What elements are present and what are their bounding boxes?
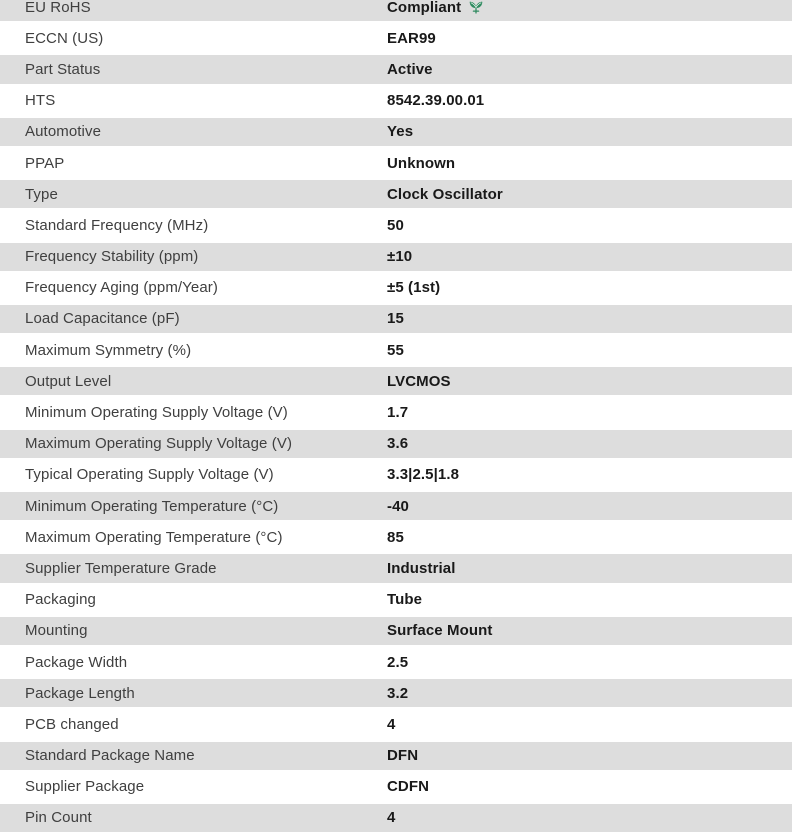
spec-row [0, 0, 792, 21]
spec-row [0, 461, 792, 489]
spec-attribute-value [387, 0, 792, 16]
spec-attribute-label: Standard Frequency (MHz) [25, 216, 209, 234]
spec-value-text: EAR99 [387, 29, 436, 47]
spec-attribute-label: Type [25, 185, 58, 203]
spec-attribute-label: Packaging [25, 591, 96, 609]
spec-attribute-label: EU RoHS [25, 0, 91, 16]
spec-attribute-value [387, 622, 792, 639]
spec-attribute-label: Typical Operating Supply Voltage (V) [25, 466, 274, 484]
spec-value-text: Industrial [387, 559, 456, 577]
spec-attribute-value [387, 778, 792, 795]
spec-value-text: 1.7 [387, 404, 409, 422]
spec-attribute-label: Supplier Temperature Grade [25, 559, 217, 577]
spec-attribute-label: Part Status [25, 60, 101, 78]
spec-value-text: 2.5 [387, 653, 409, 671]
spec-row [0, 617, 792, 645]
spec-row [0, 55, 792, 83]
spec-attribute-value [387, 747, 792, 764]
spec-attribute-label: Supplier Package [25, 778, 145, 796]
spec-row [0, 87, 792, 115]
spec-value-text: ±10 [387, 248, 413, 266]
spec-attribute-label: Maximum Symmetry (%) [25, 341, 192, 359]
spec-row [0, 243, 792, 271]
spec-attribute-label: Standard Package Name [25, 747, 195, 765]
spec-value-text: 85 [387, 528, 404, 546]
spec-attribute-label: ECCN (US) [25, 29, 104, 47]
spec-attribute-value [387, 155, 792, 172]
spec-row [0, 648, 792, 676]
spec-row [0, 118, 792, 146]
spec-attribute-value [387, 248, 792, 265]
spec-value-text: 4 [387, 809, 396, 827]
spec-value-text: 50 [387, 216, 404, 234]
spec-attribute-value [387, 685, 792, 702]
spec-value-text: Active [387, 60, 433, 78]
spec-value-text: -40 [387, 497, 409, 515]
spec-attribute-label: Package Length [25, 684, 135, 702]
spec-value-text: Surface Mount [387, 622, 493, 640]
spec-attribute-value [387, 435, 792, 452]
spec-value-text: 8542.39.00.01 [387, 92, 485, 110]
spec-row [0, 367, 792, 395]
spec-row [0, 211, 792, 239]
spec-value-text: Clock Oscillator [387, 185, 503, 203]
spec-attribute-value [387, 529, 792, 546]
spec-attribute-label: Minimum Operating Supply Voltage (V) [25, 404, 288, 422]
spec-attribute-value [387, 591, 792, 608]
spec-row [0, 24, 792, 52]
spec-attribute-value [387, 404, 792, 421]
spec-row [0, 523, 792, 551]
spec-attribute-label: HTS [25, 92, 56, 110]
spec-row [0, 430, 792, 458]
spec-attribute-label: Maximum Operating Temperature (°C) [25, 528, 283, 546]
spec-value-text: ±5 (1st) [387, 279, 441, 297]
spec-attribute-value [387, 186, 792, 203]
spec-attribute-label: Minimum Operating Temperature (°C) [25, 497, 279, 515]
spec-value-text: 15 [387, 310, 404, 328]
spec-attribute-value [387, 123, 792, 140]
spec-row [0, 804, 792, 832]
spec-attribute-label: Output Level [25, 372, 112, 390]
spec-row [0, 586, 792, 614]
spec-attribute-label: Package Width [25, 653, 128, 671]
spec-attribute-value [387, 279, 792, 296]
spec-row [0, 679, 792, 707]
rohs-leaf-icon[interactable] [468, 0, 484, 15]
spec-attribute-value [387, 310, 792, 327]
spec-attribute-label: Pin Count [25, 809, 92, 827]
spec-value-text: Tube [387, 591, 423, 609]
spec-row [0, 305, 792, 333]
spec-value-text: Unknown [387, 154, 456, 172]
spec-attribute-value [387, 217, 792, 234]
spec-attribute-value [387, 716, 792, 733]
spec-attribute-value [387, 654, 792, 671]
spec-attribute-value [387, 342, 792, 359]
spec-value-text: 3.3|2.5|1.8 [387, 466, 460, 484]
spec-value-text: CDFN [387, 778, 430, 796]
spec-attribute-label: PPAP [25, 154, 65, 172]
spec-attribute-value [387, 809, 792, 826]
spec-row [0, 554, 792, 582]
spec-value-text: Yes [387, 123, 414, 141]
spec-row [0, 274, 792, 302]
spec-row [0, 492, 792, 520]
spec-value-text: DFN [387, 747, 419, 765]
spec-attribute-value [387, 560, 792, 577]
spec-value-text: LVCMOS [387, 372, 451, 390]
spec-row [0, 336, 792, 364]
spec-value-text: 4 [387, 715, 396, 733]
spec-attribute-value [387, 92, 792, 109]
spec-value-text: 3.2 [387, 684, 409, 702]
spec-attribute-label: PCB changed [25, 715, 119, 733]
spec-attribute-value [387, 61, 792, 78]
spec-attribute-label: Automotive [25, 123, 102, 141]
spec-row [0, 149, 792, 177]
spec-value-text: Compliant [387, 0, 462, 16]
spec-attribute-value [387, 373, 792, 390]
spec-row [0, 180, 792, 208]
spec-attribute-label: Frequency Stability (ppm) [25, 248, 199, 266]
spec-attribute-value [387, 30, 792, 47]
spec-attribute-value [387, 498, 792, 515]
spec-attribute-label: Load Capacitance (pF) [25, 310, 180, 328]
spec-row [0, 773, 792, 801]
spec-row [0, 710, 792, 738]
spec-attribute-label: Frequency Aging (ppm/Year) [25, 279, 218, 297]
spec-attribute-value [387, 466, 792, 483]
spec-value-text: 3.6 [387, 435, 409, 453]
spec-attribute-label: Maximum Operating Supply Voltage (V) [25, 435, 293, 453]
spec-value-text: 55 [387, 341, 404, 359]
spec-row [0, 742, 792, 770]
spec-row [0, 398, 792, 426]
spec-attribute-label: Mounting [25, 622, 88, 640]
